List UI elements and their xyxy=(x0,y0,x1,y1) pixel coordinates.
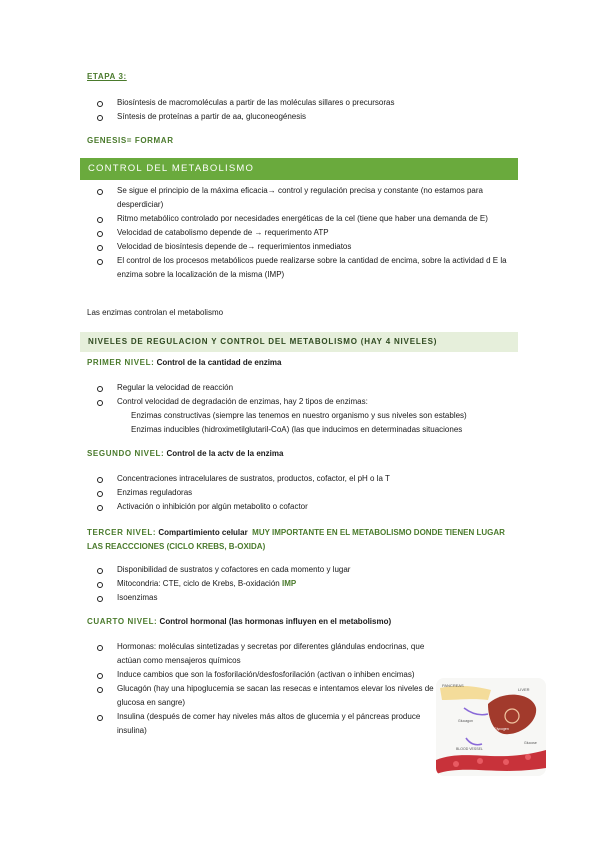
blood-vessel-label: BLOOD VESSEL xyxy=(456,747,483,751)
list-item: Velocidad de biosíntesis depende de→ requerimientos inmediatos xyxy=(117,240,517,254)
glucagon-arrow xyxy=(464,708,488,715)
primer-nivel-list xyxy=(117,381,517,409)
tercer-nivel-heading: TERCER NIVEL: Compartimiento celular MUY IMPORTANTE EN EL METABOLISMO DONDE TIENEN LUGAR LAS REACCCIONES (CICLO KREBS, B-OXIDA) xyxy=(87,528,505,551)
glucagon-label: Glucagon xyxy=(458,719,473,723)
bullet-icon xyxy=(97,582,103,588)
list-item: Insulina (después de comer hay niveles más altos de glucemia y el páncreas produce insulina) xyxy=(117,710,435,738)
glycogen-label: Glycogen xyxy=(494,727,509,731)
bullet-icon xyxy=(97,115,103,121)
bullet-icon xyxy=(97,400,103,406)
list-item: Biosíntesis de macromoléculas a partir de las moléculas sillares o precursoras xyxy=(117,96,517,110)
bullet-icon xyxy=(97,505,103,511)
bullet-icon xyxy=(97,386,103,392)
tercer-nivel-list xyxy=(117,563,517,605)
bullet-icon xyxy=(97,189,103,195)
list-item: Velocidad de catabolismo depende de → requerimento ATP xyxy=(117,226,517,240)
etapa3-list xyxy=(117,96,517,124)
bullet-icon xyxy=(97,687,103,693)
list-item: Ritmo metabólico controlado por necesidades energéticas de la cel (tiene que haber una demanda de E) xyxy=(117,212,517,226)
list-item: Enzimas reguladoras xyxy=(117,486,517,500)
glucose-label: Glucose xyxy=(524,741,537,745)
bullet-icon xyxy=(97,715,103,721)
genesis-note: GENESIS= FORMAR xyxy=(87,136,174,145)
cuarto-nivel-heading: CUARTO NIVEL: Control hormonal (las hormonas influyen en el metabolismo) xyxy=(87,617,392,626)
etapa3-title: ETAPA 3: xyxy=(87,72,127,81)
bullet-icon xyxy=(97,477,103,483)
hormone-illustration xyxy=(436,678,546,776)
bullet-icon xyxy=(97,231,103,237)
list-item: El control de los procesos metabólicos puede realizarse sobre la cantidad de encima, sobre la actividad d E la enzima sobre la localización de la misma (IMP) xyxy=(117,254,517,282)
enzimas-note: Las enzimas controlan el metabolismo xyxy=(87,308,224,317)
list-item: Activación o inhibición por algún metabolito o cofactor xyxy=(117,500,517,514)
list-item: Disponibilidad de sustratos y cofactores en cada momento y lugar xyxy=(117,563,517,577)
list-item: Mitocondria: CTE, ciclo de Krebs, B-oxidación IMP xyxy=(117,577,517,591)
control-list xyxy=(117,184,517,282)
segundo-nivel-heading: SEGUNDO NIVEL: Control de la actv de la enzima xyxy=(87,449,284,458)
glucose-arrow xyxy=(466,738,482,745)
bullet-icon xyxy=(97,259,103,265)
bullet-icon xyxy=(97,217,103,223)
list-item: Se sigue el principio de la máxima eficacia→ control y regulación precisa y constante (no estamos para desperdiciar) xyxy=(117,184,517,212)
enzimas-inducibles: Enzimas inducibles (hidroximetilglutaril-CoA) (las que inducimos en determinadas situaciones xyxy=(131,425,463,434)
bullet-icon xyxy=(97,101,103,107)
segundo-nivel-list xyxy=(117,472,517,514)
pancreas-liver-diagram xyxy=(436,678,546,776)
list-item: Control velocidad de degradación de enzimas, hay 2 tipos de enzimas: xyxy=(117,395,517,409)
bullet-icon xyxy=(97,491,103,497)
pancreas-label: PANCREAS xyxy=(442,683,464,688)
control-banner: CONTROL DEL METABOLISMO xyxy=(80,158,518,180)
liver-label: LIVER xyxy=(518,687,530,692)
bullet-icon xyxy=(97,645,103,651)
tercer-nivel-highlight: MUY IMPORTANTE EN EL METABOLISMO DONDE TIENEN LUGAR LAS REACCCIONES (CICLO KREBS, B-OXIDA) xyxy=(87,528,505,551)
imp-note: (IMP) xyxy=(264,270,285,279)
imp-note: IMP xyxy=(281,579,297,588)
list-item: Hormonas: moléculas sintetizadas y secretas por diferentes glándulas endocrinas, que actúan como mensajeros químicos xyxy=(117,640,435,668)
enzimas-constructivas: Enzimas constructivas (siempre las tenemos en nuestro organismo y sus niveles son estables) xyxy=(131,411,467,420)
bullet-icon xyxy=(97,596,103,602)
list-item: Concentraciones intracelulares de sustratos, productos, cofactor, el pH o la T xyxy=(117,472,517,486)
list-item: Induce cambios que son la fosforilación/desfosforilación (activan o inhiben encimas) xyxy=(117,668,435,682)
niveles-banner: NIVELES DE REGULACION Y CONTROL DEL METABOLISMO (HAY 4 NIVELES) xyxy=(80,332,518,352)
bullet-icon xyxy=(97,568,103,574)
blood-vessel-shape xyxy=(436,750,546,774)
primer-nivel-heading: PRIMER NIVEL: Control de la cantidad de enzima xyxy=(87,358,282,367)
list-item: Regular la velocidad de reacción xyxy=(117,381,517,395)
bullet-icon xyxy=(97,673,103,679)
cuarto-nivel-list xyxy=(117,640,435,738)
list-item: Síntesis de proteínas a partir de aa, gluconeogénesis xyxy=(117,110,517,124)
list-item: Isoenzimas xyxy=(117,591,517,605)
bullet-icon xyxy=(97,245,103,251)
list-item: Glucagón (hay una hipoglucemia se sacan las resecas e intentamos elevar los niveles de glucosa en sangre) xyxy=(117,682,435,710)
